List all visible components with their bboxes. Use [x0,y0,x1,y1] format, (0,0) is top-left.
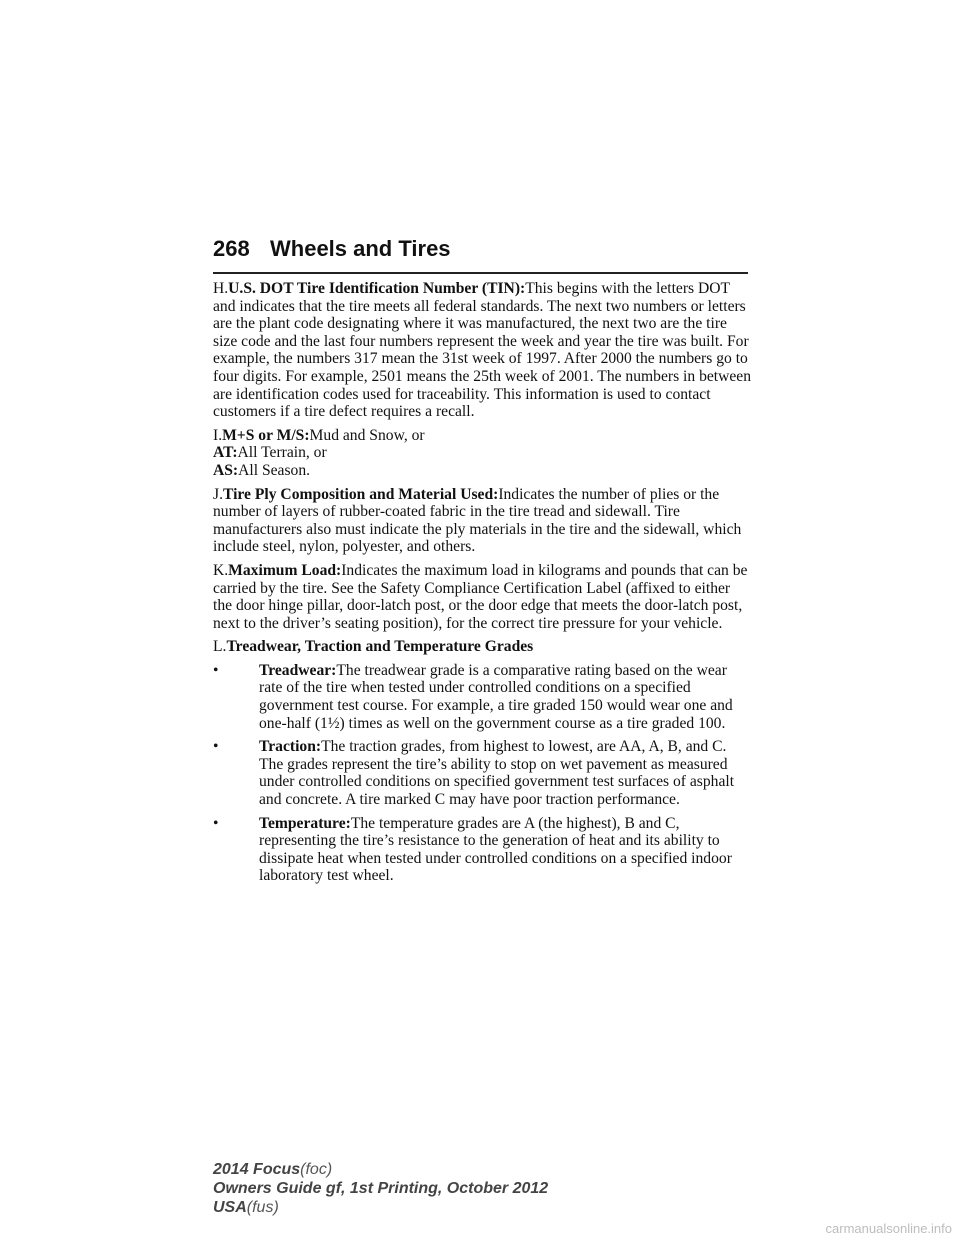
item-i-at-label: AT: [213,444,238,462]
item-i-ms-label: M+S or M/S: [222,426,310,444]
page-number: 268 [213,236,250,261]
item-k-text: Indicates the maximum load in kilograms and pounds that can be carried by the tire. See the Safety Compliance Certification Label (affixed to either the door hinge pillar, door-latch post, or the door edge that meets the door-latch post, next to the driver’s seating position), for the correct tire pressure for your vehicle. [213,561,748,632]
item-l-label: Treadwear, Traction and Temperature Grades [226,638,534,656]
bullet-traction-label: Traction: [259,738,322,756]
item-i-as [213,462,753,480]
item-i-as-text: All Season. [238,461,311,479]
item-k [213,562,753,632]
item-k-marker: K. [213,561,229,579]
item-l [213,638,753,656]
item-j-marker: J. [213,485,223,503]
item-j-text: Indicates the number of plies or the number of layers of rubber-coated fabric in the tire tread and sidewall. Tire manufacturers also must indicate the ply materials in the tire and the sidewall, which include steel, nylon, polyester, and others. [213,485,742,556]
bullet-dot: • [213,814,219,832]
footer-line-market [213,1198,548,1217]
manual-content [213,280,753,891]
item-h-text: This begins with the letters DOT and indicates that the tire meets all federal standards. The next two numbers or letters are the plant code designating where it was manufactured, the next two are the tire size code and the last four numbers represent the week and year the tire was built. For example, the numbers 317 mean the 31st week of 1997. After 2000 the numbers go to four digits. For example, 2501 means the 25th week of 2001. The numbers in between are identification codes used for traceability. This information is used to contact customers if a tire defect requires a recall. [213,280,752,421]
bullet-temperature-label: Temperature: [259,814,351,832]
bullet-treadwear [213,662,753,732]
bullet-temperature [213,815,753,885]
bullet-dot: • [213,661,219,679]
item-j [213,486,753,556]
watermark: carmanualsonline.info [825,1221,952,1236]
section-title: Wheels and Tires [270,236,451,261]
item-j-label: Tire Ply Composition and Material Used: [222,485,499,503]
item-k-label: Maximum Load: [228,561,342,579]
footer-line-model [213,1160,548,1179]
item-i-at [213,444,753,462]
footer-line-guide: Owners Guide gf, 1st Printing, October 2012 [213,1180,549,1197]
document-footer [213,1160,548,1217]
item-h-label: U.S. DOT Tire Identification Number (TIN): [228,280,526,297]
footer-model: 2014 Focus [213,1161,301,1178]
bullet-traction-text: The traction grades, from highest to lowest, are AA, A, B, and C. The grades represent the tire’s ability to stop on wet pavement as measured under controlled conditions on specified government test surfaces of asphalt and concrete. A tire marked C may have poor traction performance. [259,738,735,809]
bullet-treadwear-label: Treadwear: [259,661,337,679]
footer-market: USA [213,1199,247,1216]
footer-market-code: (fus) [246,1199,279,1216]
item-i-as-label: AS: [213,461,239,479]
item-i-marker: I. [213,426,223,444]
page-header [213,236,748,274]
item-h [213,280,753,421]
bullet-dot: • [213,738,219,756]
item-i-ms-text: Mud and Snow, or [309,426,425,444]
bullet-temperature-text: The temperature grades are A (the highest), B and C, representing the tire’s resistance to the generation of heat and its ability to dissipate heat when tested under controlled conditions on a specified indoor laboratory test wheel. [259,814,732,885]
item-h-marker: H. [213,280,229,297]
item-i-at-text: All Terrain, or [237,444,327,462]
footer-model-code: (foc) [300,1161,333,1178]
item-i-ms [213,427,753,445]
bullet-traction [213,738,753,808]
bullet-treadwear-text: The treadwear grade is a comparative rating based on the wear rate of the tire when tested under controlled conditions on a specified government test course. For example, a tire graded 150 would wear one and one-half (1½) times as well on the government course as a tire graded 100. [259,661,733,732]
item-l-marker: L. [213,638,227,656]
